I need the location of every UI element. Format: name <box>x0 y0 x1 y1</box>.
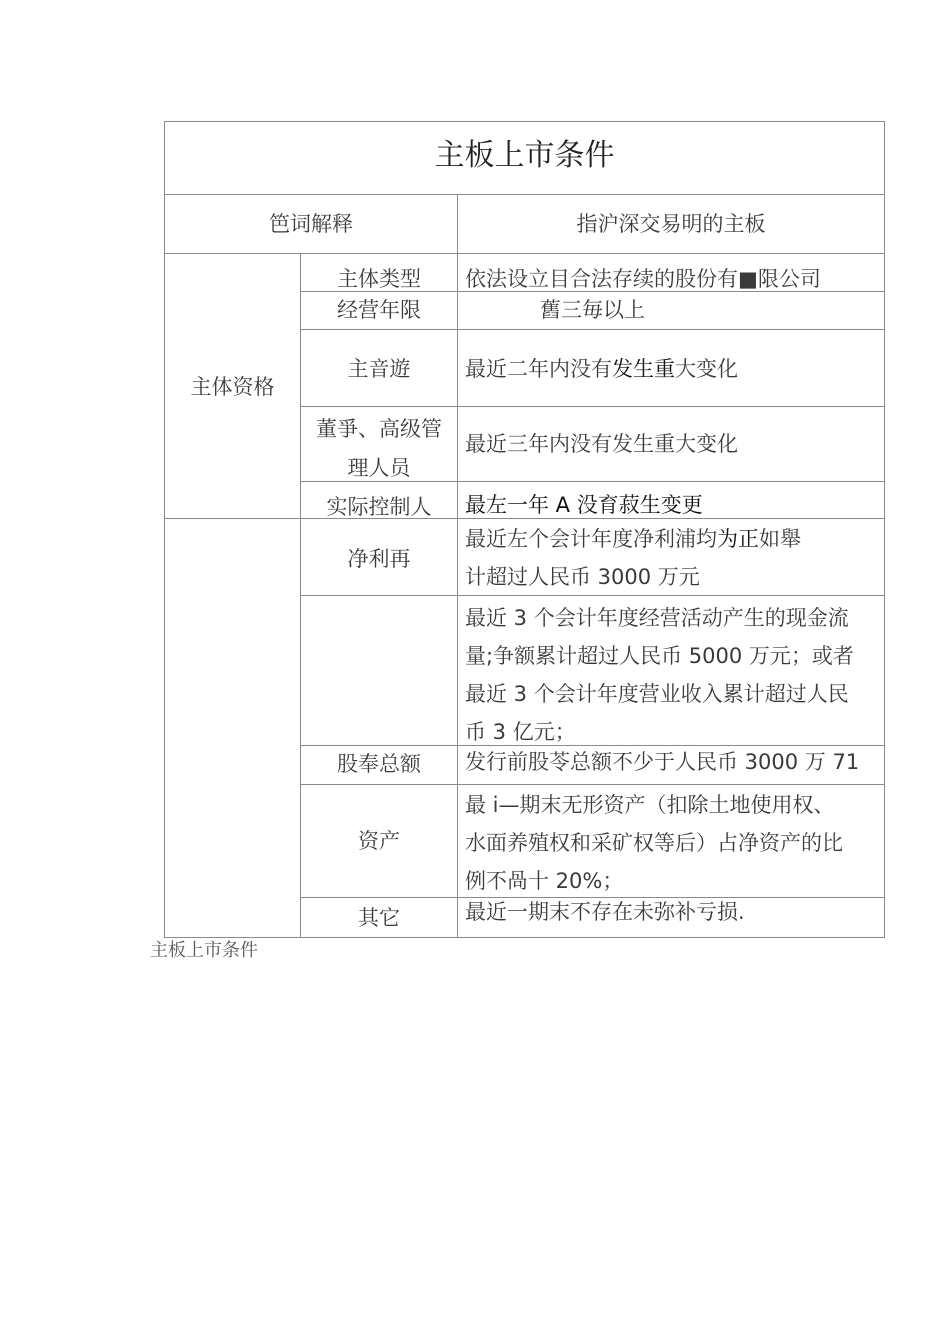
row-label-net-profit: 净利再 <box>347 547 411 571</box>
value-part: 最近二年内没有 <box>465 357 612 381</box>
row-value-cashflow-line4: 币 3 亿元； <box>465 720 576 744</box>
row-label-subject-type: 主体类型 <box>337 267 421 291</box>
group-subject-label: 主体资格 <box>190 375 275 399</box>
row-label-operating-years: 经营年限 <box>337 298 421 322</box>
row-value-cashflow-line2: 量;争额累计超过人民币 5000 万元；或者 <box>465 644 854 668</box>
row-label-directors-line2: 理人员 <box>347 456 411 480</box>
row-label-share-capital: 股奉总额 <box>337 752 421 776</box>
row-label-main-business: 主音遊 <box>347 357 411 381</box>
value-part: 大变化 <box>675 357 738 381</box>
value-part: 如舉 <box>759 527 801 551</box>
table-caption: 主板上市条件 <box>150 940 258 961</box>
row-value-share-capital: 发行前股苓总额不少于人民币 3000 万 71 <box>465 750 860 774</box>
row-value-controller: 最左一年 A 没育菽生变更 <box>465 493 703 517</box>
row-value-assets-line3: 例不咼十 20%； <box>465 869 624 893</box>
row-label-assets: 资产 <box>358 829 400 853</box>
header-term: 笆词解释 <box>269 212 353 236</box>
label-cell-7 <box>300 595 458 746</box>
row-value-main-business <box>465 350 738 388</box>
row-value-operating-years: 舊三毎以上 <box>540 298 645 322</box>
row-value-net-profit-line2: 计超过人民币 3000 万元 <box>465 565 700 589</box>
row-value-other: 最近一期末不存在未弥补亏损. <box>465 900 745 924</box>
table-title: 主板上市条件 <box>434 138 615 173</box>
row-value-cashflow-line3: 最近 3 个会计年度营业收入累计超过人民 <box>465 682 849 706</box>
row-value-cashflow-line1: 最近 3 个会计年度经营活动产生的现金流 <box>465 606 849 630</box>
row-value-assets-line2: 水面养殖权和采矿权等后）占净资产的比 <box>465 831 843 855</box>
row-label-controller: 实际控制人 <box>326 495 432 519</box>
row-value-directors: 最近三年内没有发生重大变化 <box>465 432 738 456</box>
row-value-assets-line1: 最 i—期末无形资产（扣除土地使用权、 <box>465 793 835 817</box>
value-part-dark: 为正 <box>717 527 759 551</box>
row-label-other: 其它 <box>358 906 400 930</box>
header-definition: 指沪深交易明的主板 <box>576 212 766 236</box>
value-part: 最近左个会计年度净利浦均 <box>465 527 717 551</box>
group-financial-cell <box>164 518 301 938</box>
row-value-net-profit-line1 <box>465 520 801 558</box>
row-label-directors-line1: 董爭、高级管 <box>316 417 442 441</box>
row-value-subject-type: 依法设立目合法存续的股份有■限公司 <box>465 267 821 291</box>
value-part-dark: 发生重 <box>612 357 675 381</box>
